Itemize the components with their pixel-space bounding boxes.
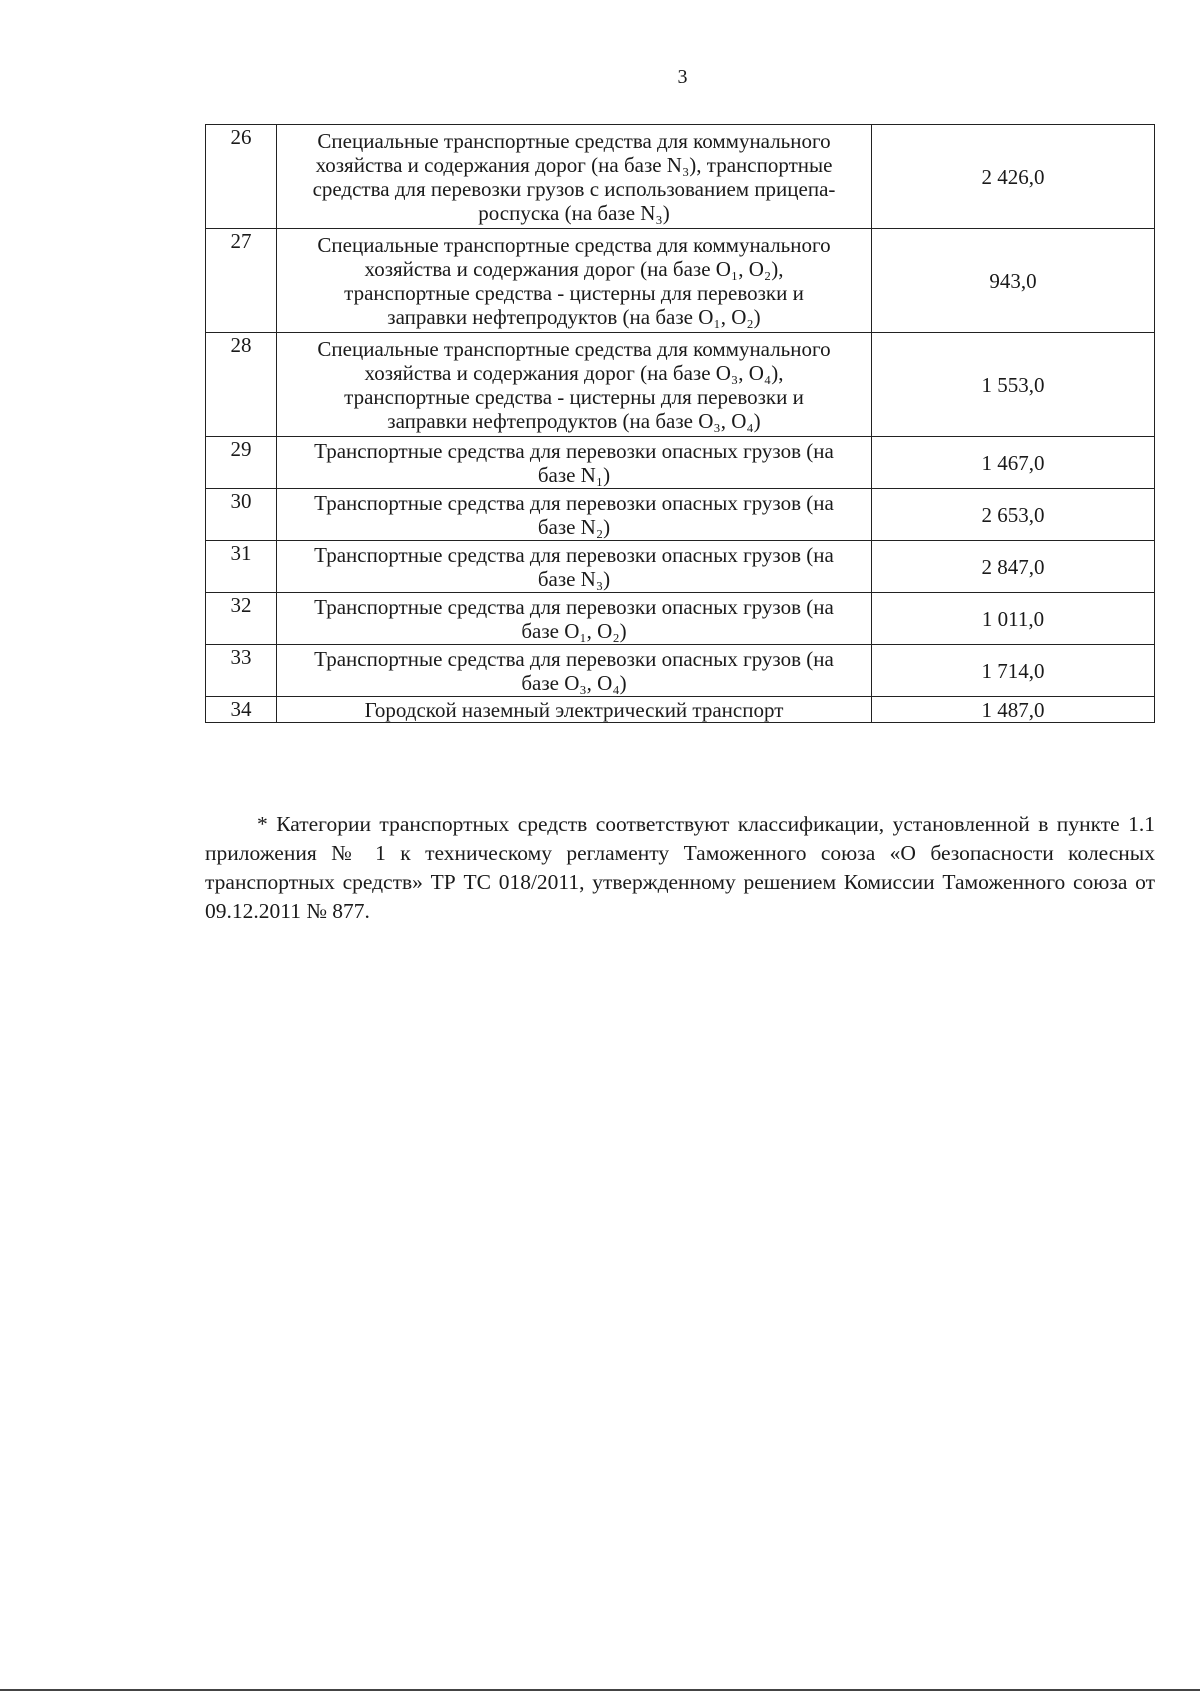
description-line: Специальные транспортные средства для коммунального bbox=[317, 336, 831, 361]
description-line: базе O₃, O₄) bbox=[521, 670, 627, 695]
row-number: 28 bbox=[206, 333, 277, 437]
description-line: базе N₁) bbox=[537, 462, 611, 487]
description-line: заправки нефтепродуктов (на базе O₁, O₂) bbox=[387, 304, 761, 329]
row-description bbox=[277, 697, 872, 723]
row-value: 943,0 bbox=[872, 229, 1155, 333]
row-number: 30 bbox=[206, 489, 277, 541]
rates-table-body bbox=[206, 125, 1155, 723]
row-number: 31 bbox=[206, 541, 277, 593]
row-description bbox=[277, 541, 872, 593]
table-row bbox=[206, 437, 1155, 489]
table-row bbox=[206, 229, 1155, 333]
row-value: 1 487,0 bbox=[872, 697, 1155, 723]
row-description bbox=[277, 437, 872, 489]
footnote: * Категории транспортных средств соответствуют классификации, установленной в пункте 1.1 приложения № 1 к техническому регламенту Таможенного союза «О безопасности колесных транспортных средств» ТР ТС 018/2011, утвержденному решением Комиссии Таможенного союза от 09.12.2011 № 877. bbox=[205, 811, 1155, 923]
table-row bbox=[206, 125, 1155, 229]
row-description bbox=[277, 489, 872, 541]
row-description bbox=[277, 645, 872, 697]
row-number: 27 bbox=[206, 229, 277, 333]
description-line: Специальные транспортные средства для коммунального bbox=[317, 128, 831, 153]
description-line: Транспортные средства для перевозки опасных грузов (на bbox=[314, 594, 834, 619]
description-line: хозяйства и содержания дорог (на базе O₁, O₂), bbox=[364, 256, 784, 281]
table-row bbox=[206, 645, 1155, 697]
row-number: 32 bbox=[206, 593, 277, 645]
description-line: транспортные средства - цистерны для перевозки и bbox=[344, 280, 804, 305]
description-line: Транспортные средства для перевозки опасных грузов (на bbox=[314, 490, 834, 515]
description-line: Транспортные средства для перевозки опасных грузов (на bbox=[314, 646, 834, 671]
description-line: роспуска (на базе N₃) bbox=[478, 200, 670, 225]
description-line: базе O₁, O₂) bbox=[521, 618, 627, 643]
page-number: 3 bbox=[677, 66, 688, 88]
description-line: хозяйства и содержания дорог (на базе N₃), транспортные bbox=[315, 152, 833, 177]
table-row bbox=[206, 489, 1155, 541]
description-line: базе N₃) bbox=[537, 566, 611, 591]
bottom-rule bbox=[0, 1689, 1200, 1691]
row-value: 2 653,0 bbox=[872, 489, 1155, 541]
rates-table bbox=[205, 124, 1155, 723]
row-value: 1 467,0 bbox=[872, 437, 1155, 489]
table-row bbox=[206, 333, 1155, 437]
table-row bbox=[206, 593, 1155, 645]
table-row bbox=[206, 697, 1155, 723]
row-value: 1 714,0 bbox=[872, 645, 1155, 697]
row-value: 2 426,0 bbox=[872, 125, 1155, 229]
row-value: 2 847,0 bbox=[872, 541, 1155, 593]
row-number: 33 bbox=[206, 645, 277, 697]
row-description bbox=[277, 125, 872, 229]
description-line: Специальные транспортные средства для коммунального bbox=[317, 232, 831, 257]
row-description bbox=[277, 333, 872, 437]
table-row bbox=[206, 541, 1155, 593]
description-line: Городской наземный электрический транспорт bbox=[364, 697, 784, 722]
row-number: 29 bbox=[206, 437, 277, 489]
description-line: средства для перевозки грузов с использованием прицепа- bbox=[312, 176, 836, 201]
row-description bbox=[277, 229, 872, 333]
description-line: хозяйства и содержания дорог (на базе O₃, O₄), bbox=[364, 360, 784, 385]
description-line: Транспортные средства для перевозки опасных грузов (на bbox=[314, 542, 834, 567]
row-number: 34 bbox=[206, 697, 277, 723]
row-number: 26 bbox=[206, 125, 277, 229]
description-line: Транспортные средства для перевозки опасных грузов (на bbox=[314, 438, 834, 463]
description-line: транспортные средства - цистерны для перевозки и bbox=[344, 384, 804, 409]
row-value: 1 011,0 bbox=[872, 593, 1155, 645]
description-line: базе N₂) bbox=[537, 514, 611, 539]
row-value: 1 553,0 bbox=[872, 333, 1155, 437]
row-description bbox=[277, 593, 872, 645]
description-line: заправки нефтепродуктов (на базе O₃, O₄) bbox=[387, 408, 761, 433]
